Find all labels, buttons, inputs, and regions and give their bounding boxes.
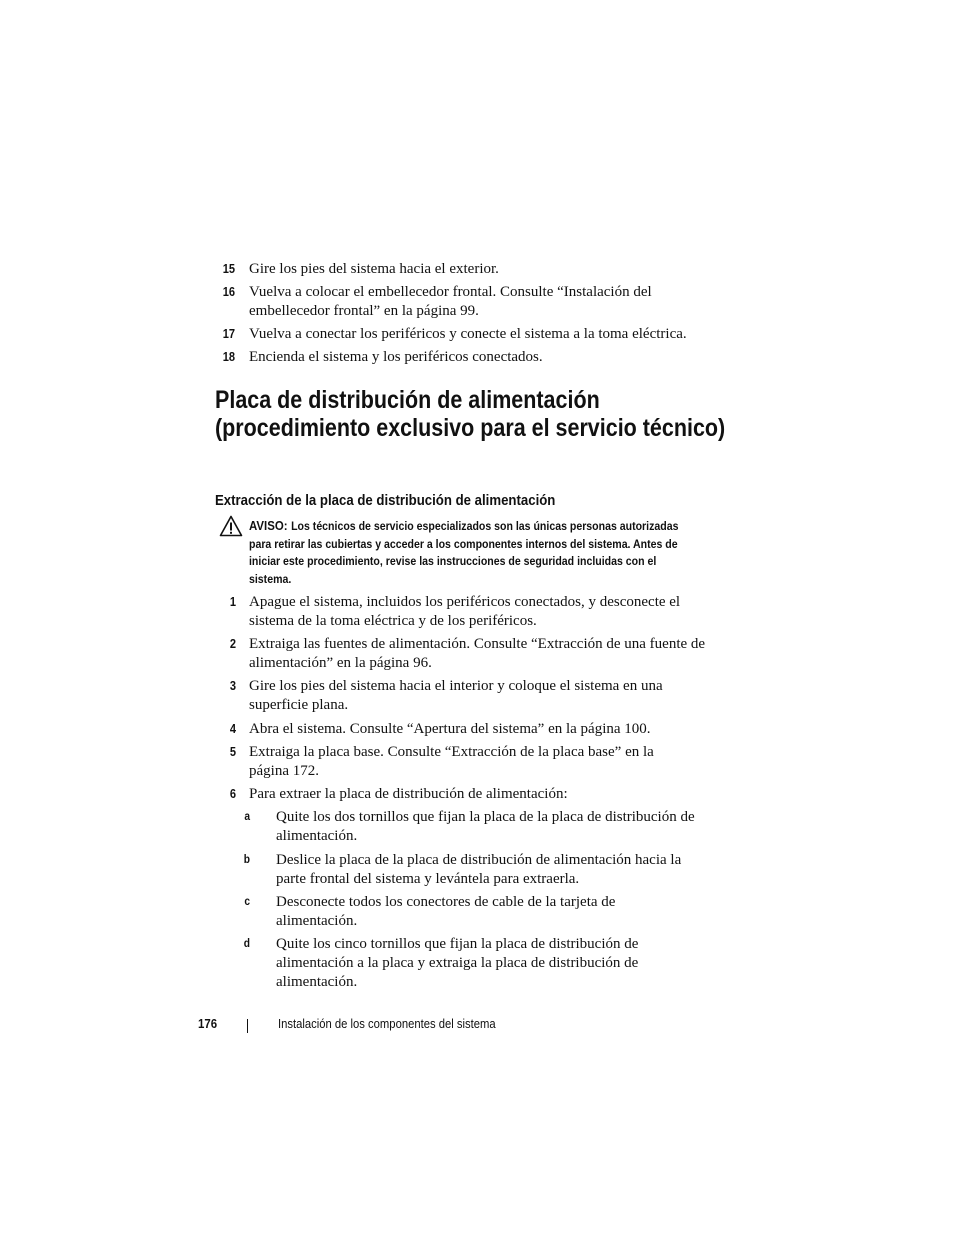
step-text: Encienda el sistema y los periféricos conectados. [249, 349, 543, 365]
step-number: 17 [222, 326, 235, 341]
warning-text: Los técnicos de servicio especializados son las únicas personas autorizadas para retirar las cubiertas y acceder a los componentes internos del sistema. Antes de iniciar este procedimiento, revise las instrucciones de seguridad incluidas con el sistema. [249, 519, 679, 586]
step-number: 3 [229, 678, 236, 693]
step-text: Gire los pies del sistema hacia el interior y coloque el sistema en una superficie plana. [249, 678, 663, 713]
warning-label: AVISO: [249, 518, 288, 533]
step-text: Apague el sistema, incluidos los periféricos conectados, y desconecte el sistema de la toma eléctrica y de los periféricos. [249, 594, 681, 629]
warning-notice [249, 517, 689, 588]
subsection-heading: Extracción de la placa de distribución de alimentación [215, 492, 556, 509]
substep-text: Deslice la placa de la placa de distribución de alimentación hacia la parte frontal del sistema y levántela para extraerla. [276, 852, 682, 887]
step-number: 4 [229, 721, 236, 736]
substep-letter: a [244, 809, 250, 823]
section-heading: Placa de distribución de alimentación (procedimiento exclusivo para el servicio técnico) [215, 386, 726, 442]
step-number: 5 [229, 744, 236, 759]
footer-divider [247, 1019, 248, 1033]
step-number: 1 [229, 594, 236, 609]
step-number: 15 [222, 261, 235, 276]
substep-letter: c [244, 894, 250, 908]
substep-letter: d [243, 936, 250, 950]
step-text: Vuelva a colocar el embellecedor frontal. Consulte “Instalación del embellecedor frontal” en la página 99. [249, 284, 652, 319]
step-number: 18 [222, 349, 235, 364]
footer-section-title: Instalación de los componentes del sistema [278, 1017, 496, 1031]
substep-text: Quite los dos tornillos que fijan la placa de la placa de distribución de alimentación. [276, 809, 695, 844]
step-text: Extraiga la placa base. Consulte “Extracción de la placa base” en la página 172. [249, 744, 654, 779]
step-text: Para extraer la placa de distribución de alimentación: [249, 786, 568, 802]
warning-triangle-icon [219, 515, 243, 537]
page-number: 176 [198, 1016, 218, 1031]
substep-text: Quite los cinco tornillos que fijan la placa de distribución de alimentación a la placa y extraiga la placa de distribución de alimentación. [276, 936, 639, 990]
step-text: Extraiga las fuentes de alimentación. Consulte “Extracción de una fuente de alimentación” en la página 96. [249, 636, 706, 671]
step-text: Abra el sistema. Consulte “Apertura del sistema” en la página 100. [249, 721, 651, 737]
step-text: Vuelva a conectar los periféricos y conecte el sistema a la toma eléctrica. [249, 326, 687, 342]
step-number: 16 [222, 284, 235, 299]
step-number: 6 [229, 786, 236, 801]
step-text: Gire los pies del sistema hacia el exterior. [249, 261, 499, 277]
step-number: 2 [229, 636, 236, 651]
substep-text: Desconecte todos los conectores de cable de la tarjeta de alimentación. [276, 894, 616, 929]
substep-letter: b [243, 852, 250, 866]
